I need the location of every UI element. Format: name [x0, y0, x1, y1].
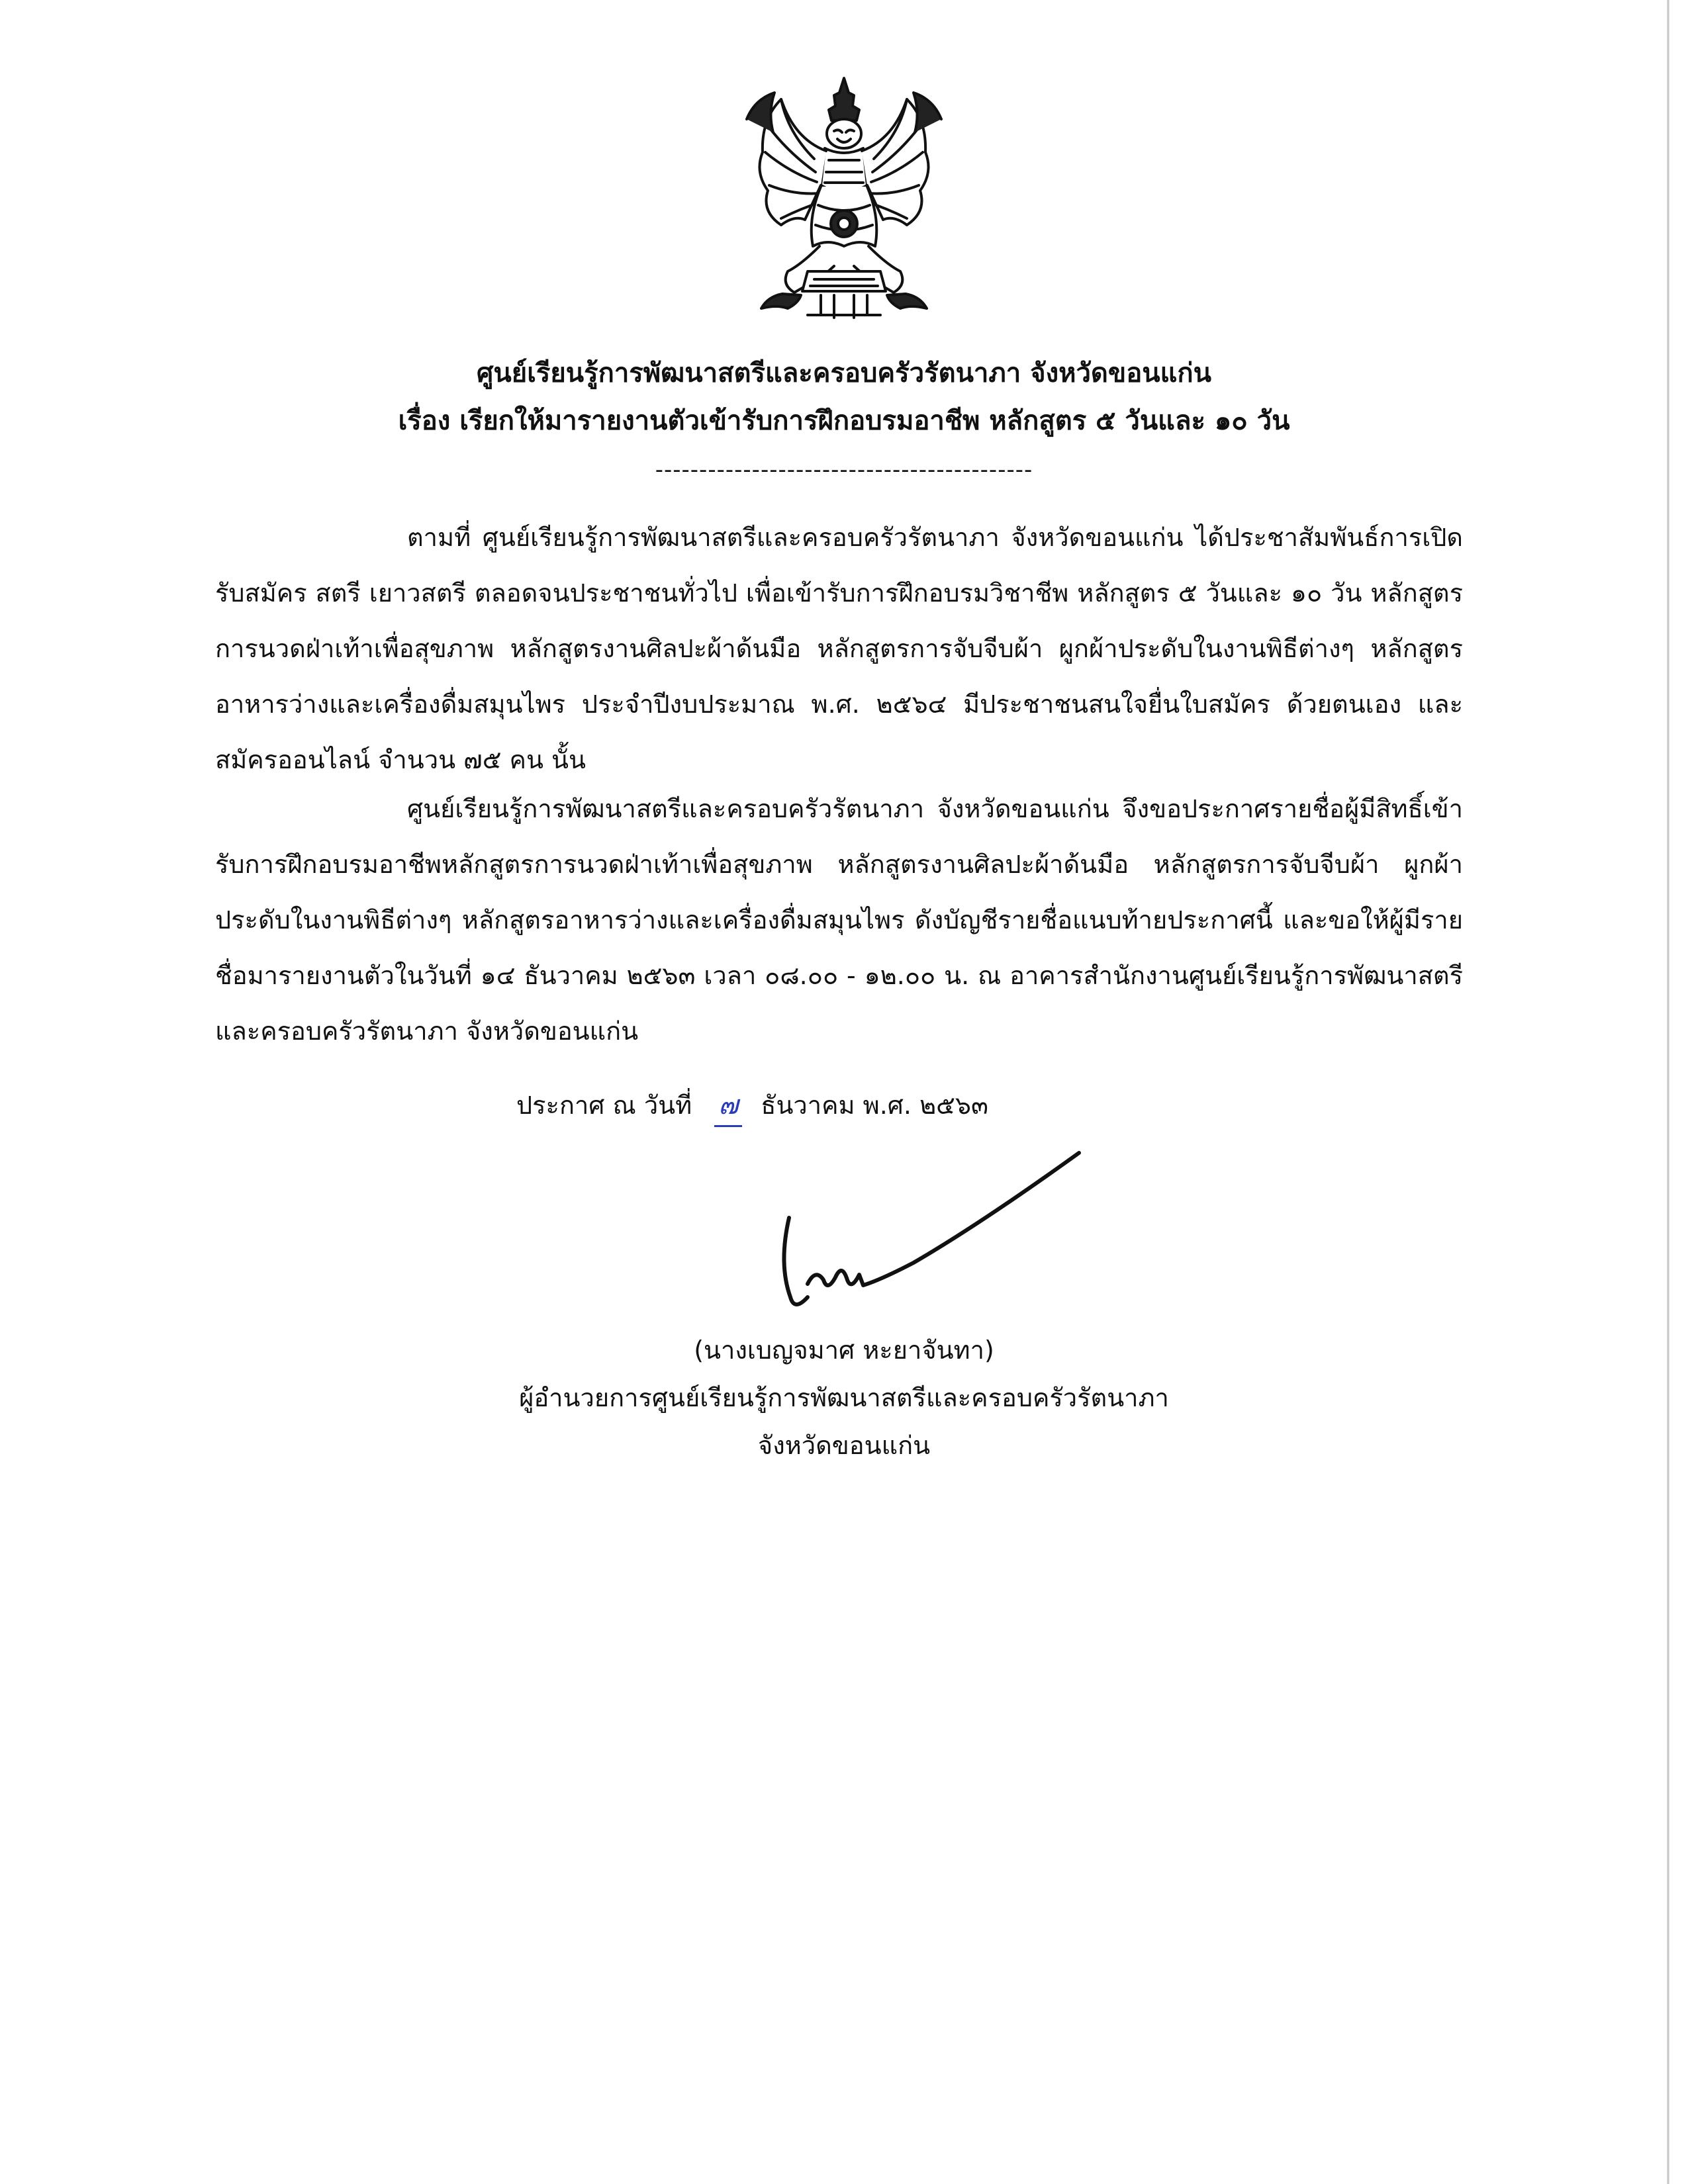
signature-icon	[781, 1138, 1099, 1337]
announcement-day-handwritten: ๗	[714, 1085, 742, 1127]
document-title-subject: เรื่อง เรียกให้มารายงานตัวเข้ารับการฝึกอบรมอาชีพ หลักสูตร ๕ วันและ ๑๐ วัน	[398, 406, 1290, 436]
scan-edge	[1667, 0, 1669, 2184]
document-title-organization: ศูนย์เรียนรู้การพัฒนาสตรีและครอบครัวรัตนาภา จังหวัดขอนแก่น	[477, 358, 1211, 388]
signatory-name: (นางเบญจมาศ หะยาจันทา)	[694, 1336, 994, 1365]
signatory-position: ผู้อำนวยการศูนย์เรียนรู้การพัฒนาสตรีและครอบครัวรัตนาภา	[519, 1383, 1169, 1412]
garuda-emblem-icon	[741, 73, 947, 324]
signatory-province: จังหวัดขอนแก่น	[757, 1431, 931, 1460]
announcement-month-year: ธันวาคม พ.ศ. ๒๕๖๓	[761, 1091, 988, 1120]
announcement-date	[516, 1085, 988, 1127]
body-paragraph-1: ตามที่ ศูนย์เรียนรู้การพัฒนาสตรีและครอบครัวรัตนาภา จังหวัดขอนแก่น ได้ประชาสัมพันธ์การเปิดรับสมัคร สตรี เยาวสตรี ตลอดจนประชาชนทั่วไป เพื่อเข้ารับการฝึกอบรมวิชาชีพ หลักสูตร ๕ วันและ ๑๐ วัน หลักสูตรการนวดฝ่าเท้าเพื่อสุขภาพ หลักสูตรงานศิลปะผ้าด้นมือ หลักสูตรการจับจีบผ้า ผูกผ้าประดับในงานพิธีต่างๆ หลักสูตรอาหารว่างและเครื่องดื่มสมุนไพร ประจำปีงบประมาณ พ.ศ. ๒๕๖๔ มีประชาชนสนใจยื่นใบสมัคร ด้วยตนเอง และสมัครออนไลน์ จำนวน ๗๕ คน นั้น	[215, 523, 1463, 774]
body-paragraph-2: ศูนย์เรียนรู้การพัฒนาสตรีและครอบครัวรัตนาภา จังหวัดขอนแก่น จึงขอประกาศรายชื่อผู้มีสิทธิ์เข้ารับการฝึกอบรมอาชีพหลักสูตรการนวดฝ่าเท้าเพื่อสุขภาพ หลักสูตรงานศิลปะผ้าด้นมือ หลักสูตรการจับจีบผ้า ผูกผ้าประดับในงานพิธีต่างๆ หลักสูตรอาหารว่างและเครื่องดื่มสมุนไพร ดังบัญชีรายชื่อแนบท้ายประกาศนี้ และขอให้ผู้มีรายชื่อมารายงานตัวในวันที่ ๑๔ ธันวาคม ๒๕๖๓ เวลา ๐๘.๐๐ - ๑๒.๐๐ น. ณ อาคารสำนักงานศูนย์เรียนรู้การพัฒนาสตรีและครอบครัวรัตนาภา จังหวัดขอนแก่น	[215, 794, 1463, 1046]
title-divider: -------------------------------------------	[655, 457, 1033, 483]
announcement-date-prefix: ประกาศ ณ วันที่	[516, 1091, 692, 1120]
